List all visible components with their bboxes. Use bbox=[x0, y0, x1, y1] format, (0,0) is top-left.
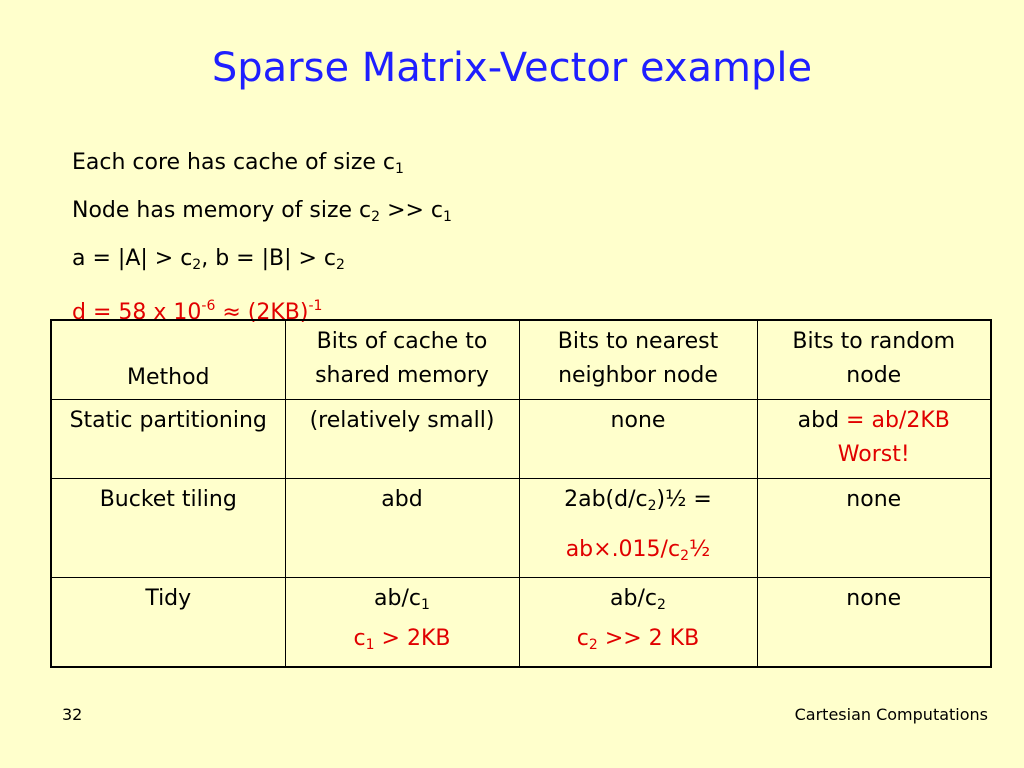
header-random-node: Bits to random node bbox=[757, 320, 991, 400]
table-row bbox=[51, 578, 991, 668]
cell-method-static: Static partitioning bbox=[51, 400, 285, 479]
comparison-table bbox=[50, 319, 992, 668]
table-row bbox=[51, 479, 991, 578]
cell-method-tidy: Tidy bbox=[51, 578, 285, 668]
bullet-memory-size: Node has memory of size $c_2 >> c_1$ bbox=[72, 198, 452, 225]
cell-tidy-cache: $ab/c_1$ $c_1 > 2KB$ bbox=[285, 578, 519, 668]
slide-title: Sparse Matrix-Vector example bbox=[211, 45, 813, 91]
header-method: Method bbox=[51, 320, 285, 400]
cell-static-cache: (relatively small) bbox=[285, 400, 519, 479]
table-header-row bbox=[51, 320, 991, 400]
slide-bullets bbox=[72, 142, 452, 333]
header-cache-to-shared: Bits of cache to shared memory bbox=[285, 320, 519, 400]
cell-bucket-cache: abd bbox=[285, 479, 519, 578]
slide-number: 32 bbox=[62, 705, 83, 724]
cell-method-bucket: Bucket tiling bbox=[51, 479, 285, 578]
cell-bucket-neighbor: $2ab(d/c_2)\frac{1}{2}$ = $ab\times.015/c_2\frac{1}{2}$ bbox=[519, 479, 757, 578]
header-nearest-neighbor: Bits to nearest neighbor node bbox=[519, 320, 757, 400]
cell-static-neighbor: none bbox=[519, 400, 757, 479]
bullet-density: d = 58 x $10^{-6} \approx (2KB)^{-1}$ bbox=[72, 298, 323, 325]
footer-course-name: Cartesian Computations bbox=[794, 705, 988, 724]
worst-label: Worst! bbox=[837, 442, 910, 467]
cell-tidy-random: none bbox=[757, 578, 991, 668]
cell-bucket-random: none bbox=[757, 479, 991, 578]
cell-static-random: abd = ab/2KB Worst! bbox=[757, 400, 991, 479]
bullet-cache-size: Each core has cache of size $c_1$ bbox=[72, 150, 404, 177]
table-row bbox=[51, 400, 991, 479]
bullet-a-b-sizes: $a = |A| > c_2$, $b = |B| > c_2$ bbox=[72, 246, 345, 273]
cell-tidy-neighbor: $ab/c_2$ $c_2 >> 2$ KB bbox=[519, 578, 757, 668]
